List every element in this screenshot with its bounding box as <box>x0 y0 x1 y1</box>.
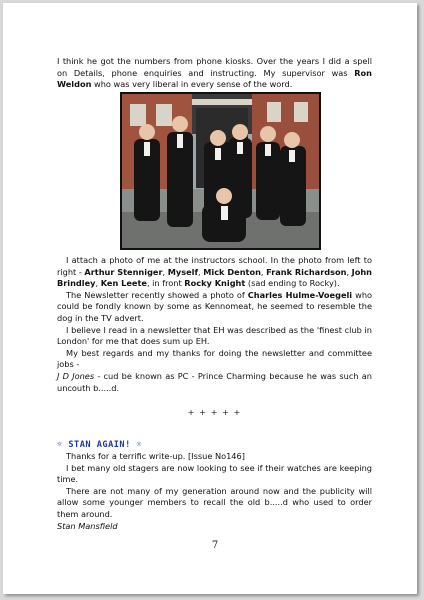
paragraph-regards: My best regards and my thanks for doing the newsletter and committee jobs - <box>57 347 372 370</box>
name-ken-leete: Ken Leete <box>100 278 147 289</box>
paragraph-newsletter: The Newsletter recently showed a photo of Charles Hulme-Voegeli who could be fondly known by some as Kennomeat, he seemed to resemble the dog in the TV advert. <box>57 289 373 323</box>
group-photo <box>120 92 321 250</box>
paragraph-generation: There are not many of my generation around now and the publicity will allow some younger members to recall the old b.....d who used to order them around. <box>57 485 372 519</box>
author-name: J D Jones <box>57 370 95 381</box>
name-frank-richardson: Frank Richardson <box>266 266 347 277</box>
page-number: 7 <box>211 540 219 551</box>
intro-text-end: who was very liberal in every sense of the word. <box>91 79 293 90</box>
body-text <box>57 255 372 394</box>
name-myself: Myself <box>167 266 199 277</box>
paragraph-old-stagers: I bet many old stagers are now looking to see if their watches are keeping time. <box>57 462 372 485</box>
document-page <box>3 3 417 594</box>
intro-text: I think he got the numbers from phone kiosks. Over the years I did a spell on Details, phone enquiries and instructing. My supervisor was <box>57 56 372 78</box>
section-separator: + + + + + <box>187 407 242 417</box>
name-rocky-knight: Rocky Knight <box>184 278 246 289</box>
paragraph-intro <box>57 56 372 91</box>
paragraph-photo-caption: I attach a photo of me at the instructors school. In the photo from left to right - Arthur Stenniger, Myself, Mick Denton, Frank Richardson, John Brindley, Ken Leete, in front Rocky Knight (sad ending to Rocky). <box>57 255 372 289</box>
name-charles-hulme-voegeli: Charles Hulme-Voegeli <box>247 289 353 300</box>
paragraph-finest-club: I believe I read in a newsletter that EH was described as the 'finest club in London' for me that does sum up EH. <box>57 324 372 347</box>
section-heading: ☼ STAN AGAIN! ☼ <box>57 440 143 450</box>
name-arthur-stenniger: Arthur Stenniger <box>84 266 163 277</box>
name-john-brindley: John Brindley <box>57 266 372 289</box>
group-photo-image <box>122 94 319 248</box>
paragraph-thanks: Thanks for a terrific write-up. [Issue No146] <box>66 451 245 461</box>
name-ron-weldon: Ron Weldon <box>57 67 372 90</box>
signature-stan-mansfield: Stan Mansfield <box>57 520 118 531</box>
stan-again-section <box>57 451 372 532</box>
paragraph-signoff: J D Jones - cud be known as PC - Prince Charming because he was such an uncouth b.....d. <box>57 370 373 393</box>
name-mick-denton: Mick Denton <box>203 266 261 277</box>
